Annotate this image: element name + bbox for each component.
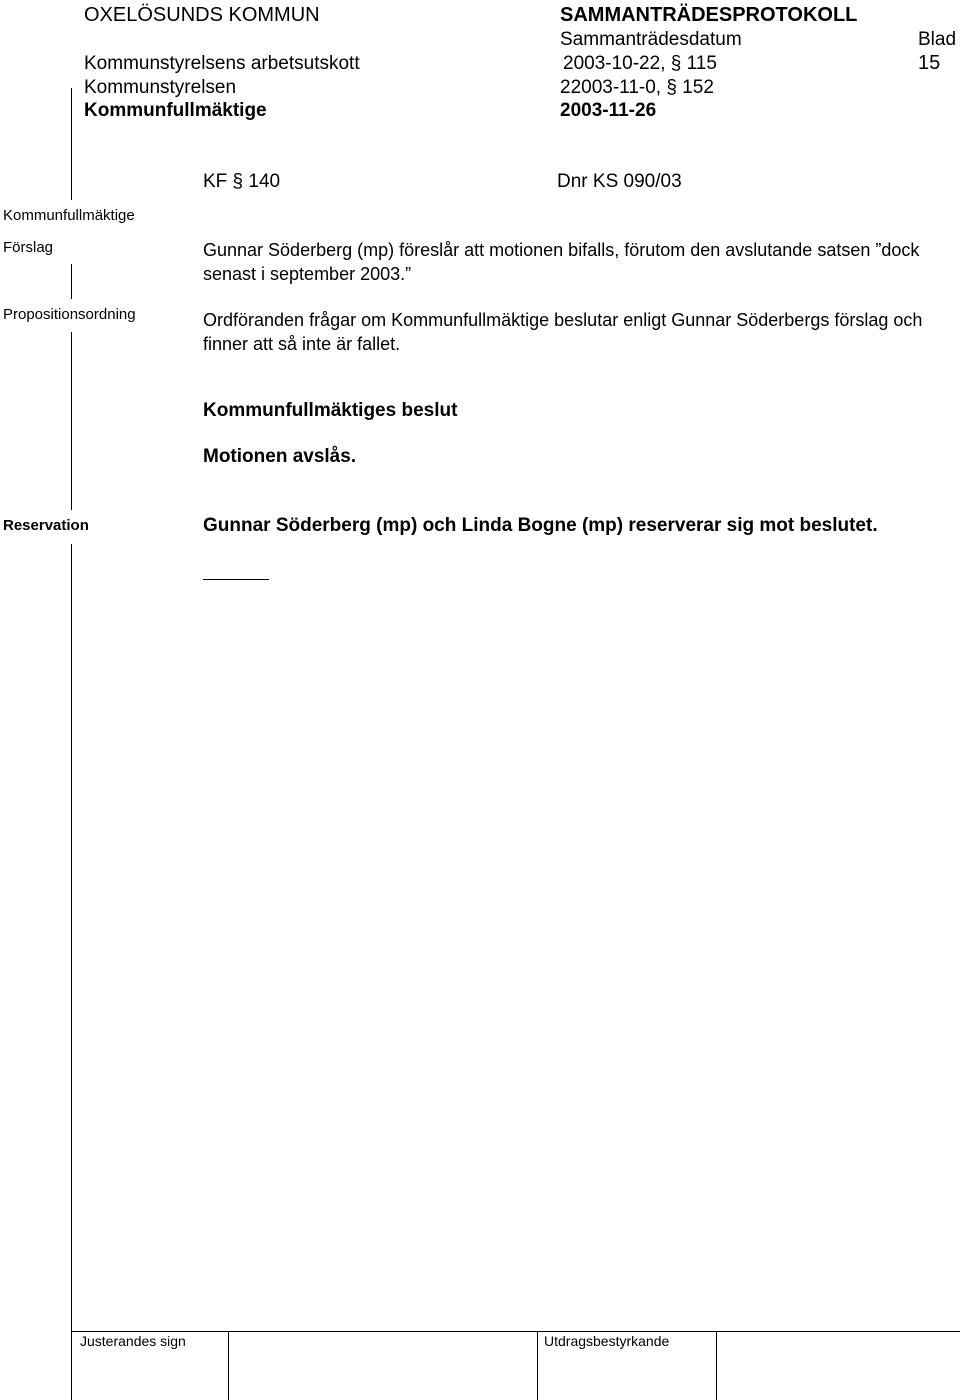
header-body-3: Kommunfullmäktige <box>84 100 267 121</box>
margin-line <box>71 264 72 299</box>
footer-sign-label: Justerandes sign <box>80 1333 186 1349</box>
page-label: Blad <box>918 29 957 50</box>
end-rule <box>203 579 269 580</box>
side-label-proposition: Propositionsordning <box>3 306 136 323</box>
header-date-2: 22003-11-0, § 152 <box>560 77 714 98</box>
decision-heading: Kommunfullmäktiges beslut <box>203 400 458 421</box>
decision-text: Motionen avslås. <box>203 446 357 467</box>
footer-rule <box>71 1331 960 1332</box>
footer-divider <box>537 1331 538 1400</box>
header-body-1: Kommunstyrelsens arbetsutskott <box>84 53 360 74</box>
page-number: 15 <box>918 52 941 74</box>
proposition-text: Ordföranden frågar om Kommunfullmäktige beslutar enligt Gunnar Söderbergs förslag och finner att så inte är fallet. <box>203 310 923 354</box>
side-label-forslag: Förslag <box>3 239 54 256</box>
margin-line <box>71 544 72 1400</box>
header-date-3: 2003-11-26 <box>560 100 657 121</box>
footer-divider <box>716 1331 717 1400</box>
side-label-reservation: Reservation <box>3 517 89 534</box>
margin-line <box>71 88 72 200</box>
header-date-1: 2003-10-22, § 115 <box>563 53 717 74</box>
date-label: Sammanträdesdatum <box>560 29 742 50</box>
diary-number: Dnr KS 090/03 <box>557 171 682 192</box>
forslag-text: Gunnar Söderberg (mp) föreslår att motionen bifalls, förutom den avslutande satsen ”dock senast i september 2003.” <box>203 240 920 284</box>
footer-divider <box>228 1331 229 1400</box>
header-body-2: Kommunstyrelsen <box>84 77 237 98</box>
kf-paragraph: KF § 140 <box>203 171 281 192</box>
municipality-name: OXELÖSUNDS KOMMUN <box>84 4 320 26</box>
reservation-text: Gunnar Söderberg (mp) och Linda Bogne (mp) reserverar sig mot beslutet. <box>203 515 878 536</box>
document-type: SAMMANTRÄDESPROTOKOLL <box>560 4 858 26</box>
margin-line <box>71 332 72 510</box>
footer-extract-label: Utdragsbestyrkande <box>544 1333 670 1349</box>
side-label-body: Kommunfullmäktige <box>3 207 135 224</box>
